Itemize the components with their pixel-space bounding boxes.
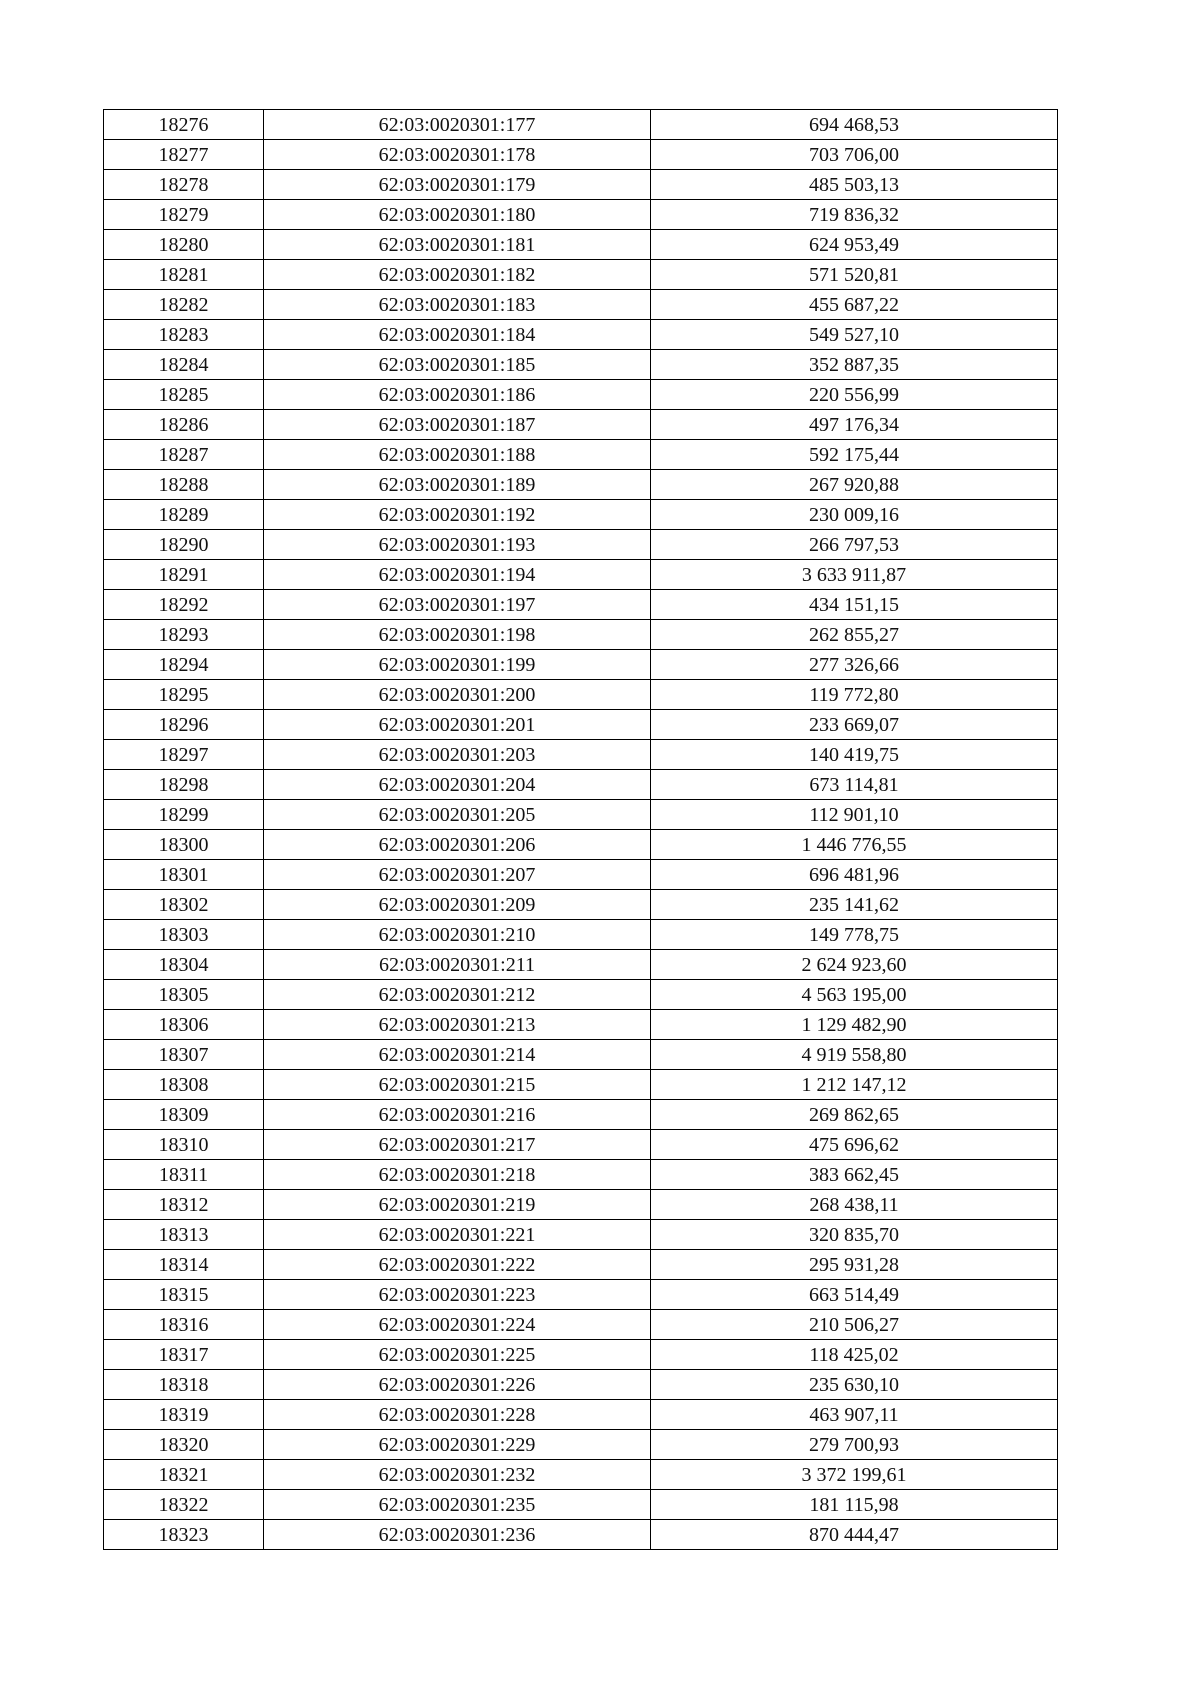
- row-number-cell: 18288: [104, 470, 264, 500]
- table-row: [104, 1340, 1058, 1370]
- row-number-cell: 18316: [104, 1310, 264, 1340]
- table-row: [104, 290, 1058, 320]
- cadastral-number-cell: 62:03:0020301:207: [264, 860, 651, 890]
- cadastral-value-cell: 549 527,10: [651, 320, 1058, 350]
- cadastral-number-cell: 62:03:0020301:210: [264, 920, 651, 950]
- cadastral-value-cell: 870 444,47: [651, 1520, 1058, 1550]
- cadastral-value-cell: 320 835,70: [651, 1220, 1058, 1250]
- cadastral-number-cell: 62:03:0020301:193: [264, 530, 651, 560]
- cadastral-number-cell: 62:03:0020301:180: [264, 200, 651, 230]
- cadastral-value-cell: 233 669,07: [651, 710, 1058, 740]
- table-row: [104, 110, 1058, 140]
- cadastral-value-cell: 485 503,13: [651, 170, 1058, 200]
- cadastral-number-cell: 62:03:0020301:219: [264, 1190, 651, 1220]
- table-row: [104, 1460, 1058, 1490]
- cadastral-value-cell: 1 129 482,90: [651, 1010, 1058, 1040]
- table-row: [104, 920, 1058, 950]
- table-row: [104, 170, 1058, 200]
- table-row: [104, 1220, 1058, 1250]
- row-number-cell: 18300: [104, 830, 264, 860]
- row-number-cell: 18290: [104, 530, 264, 560]
- cadastral-number-cell: 62:03:0020301:194: [264, 560, 651, 590]
- row-number-cell: 18303: [104, 920, 264, 950]
- cadastral-number-cell: 62:03:0020301:229: [264, 1430, 651, 1460]
- cadastral-number-cell: 62:03:0020301:184: [264, 320, 651, 350]
- table-row: [104, 620, 1058, 650]
- table-row: [104, 590, 1058, 620]
- table-row: [104, 320, 1058, 350]
- table-row: [104, 1040, 1058, 1070]
- cadastral-number-cell: 62:03:0020301:185: [264, 350, 651, 380]
- row-number-cell: 18323: [104, 1520, 264, 1550]
- table-row: [104, 1520, 1058, 1550]
- cadastral-value-cell: 279 700,93: [651, 1430, 1058, 1460]
- cadastral-number-cell: 62:03:0020301:212: [264, 980, 651, 1010]
- row-number-cell: 18285: [104, 380, 264, 410]
- table-row: [104, 950, 1058, 980]
- table-row: [104, 1370, 1058, 1400]
- cadastral-number-cell: 62:03:0020301:186: [264, 380, 651, 410]
- table-row: [104, 1280, 1058, 1310]
- table-row: [104, 1130, 1058, 1160]
- cadastral-value-cell: 703 706,00: [651, 140, 1058, 170]
- row-number-cell: 18311: [104, 1160, 264, 1190]
- row-number-cell: 18284: [104, 350, 264, 380]
- cadastral-value-table: [103, 109, 1058, 1550]
- cadastral-number-cell: 62:03:0020301:224: [264, 1310, 651, 1340]
- cadastral-number-cell: 62:03:0020301:204: [264, 770, 651, 800]
- cadastral-number-cell: 62:03:0020301:223: [264, 1280, 651, 1310]
- table-row: [104, 410, 1058, 440]
- cadastral-number-cell: 62:03:0020301:222: [264, 1250, 651, 1280]
- cadastral-value-cell: 119 772,80: [651, 680, 1058, 710]
- table-row: [104, 530, 1058, 560]
- cadastral-number-cell: 62:03:0020301:187: [264, 410, 651, 440]
- row-number-cell: 18314: [104, 1250, 264, 1280]
- cadastral-number-cell: 62:03:0020301:181: [264, 230, 651, 260]
- row-number-cell: 18304: [104, 950, 264, 980]
- row-number-cell: 18277: [104, 140, 264, 170]
- row-number-cell: 18309: [104, 1100, 264, 1130]
- cadastral-value-cell: 140 419,75: [651, 740, 1058, 770]
- cadastral-value-cell: 235 630,10: [651, 1370, 1058, 1400]
- cadastral-number-cell: 62:03:0020301:215: [264, 1070, 651, 1100]
- row-number-cell: 18310: [104, 1130, 264, 1160]
- cadastral-value-cell: 1 212 147,12: [651, 1070, 1058, 1100]
- row-number-cell: 18278: [104, 170, 264, 200]
- cadastral-value-cell: 4 919 558,80: [651, 1040, 1058, 1070]
- cadastral-value-cell: 497 176,34: [651, 410, 1058, 440]
- cadastral-value-cell: 694 468,53: [651, 110, 1058, 140]
- cadastral-value-cell: 475 696,62: [651, 1130, 1058, 1160]
- table-row: [104, 1400, 1058, 1430]
- cadastral-value-cell: 571 520,81: [651, 260, 1058, 290]
- cadastral-number-cell: 62:03:0020301:178: [264, 140, 651, 170]
- cadastral-value-cell: 210 506,27: [651, 1310, 1058, 1340]
- cadastral-number-cell: 62:03:0020301:203: [264, 740, 651, 770]
- row-number-cell: 18320: [104, 1430, 264, 1460]
- cadastral-value-cell: 181 115,98: [651, 1490, 1058, 1520]
- row-number-cell: 18291: [104, 560, 264, 590]
- cadastral-value-cell: 663 514,49: [651, 1280, 1058, 1310]
- cadastral-value-cell: 434 151,15: [651, 590, 1058, 620]
- cadastral-value-cell: 696 481,96: [651, 860, 1058, 890]
- table-body: [104, 110, 1058, 1550]
- cadastral-number-cell: 62:03:0020301:216: [264, 1100, 651, 1130]
- cadastral-value-cell: 2 624 923,60: [651, 950, 1058, 980]
- cadastral-value-cell: 267 920,88: [651, 470, 1058, 500]
- cadastral-number-cell: 62:03:0020301:183: [264, 290, 651, 320]
- cadastral-number-cell: 62:03:0020301:192: [264, 500, 651, 530]
- cadastral-value-cell: 262 855,27: [651, 620, 1058, 650]
- cadastral-value-cell: 118 425,02: [651, 1340, 1058, 1370]
- row-number-cell: 18297: [104, 740, 264, 770]
- cadastral-value-cell: 719 836,32: [651, 200, 1058, 230]
- cadastral-value-cell: 455 687,22: [651, 290, 1058, 320]
- row-number-cell: 18282: [104, 290, 264, 320]
- cadastral-number-cell: 62:03:0020301:177: [264, 110, 651, 140]
- cadastral-value-cell: 673 114,81: [651, 770, 1058, 800]
- table-row: [104, 1250, 1058, 1280]
- cadastral-value-cell: 235 141,62: [651, 890, 1058, 920]
- table-row: [104, 1490, 1058, 1520]
- row-number-cell: 18317: [104, 1340, 264, 1370]
- cadastral-value-cell: 230 009,16: [651, 500, 1058, 530]
- cadastral-number-cell: 62:03:0020301:217: [264, 1130, 651, 1160]
- cadastral-number-cell: 62:03:0020301:197: [264, 590, 651, 620]
- cadastral-number-cell: 62:03:0020301:225: [264, 1340, 651, 1370]
- table-row: [104, 1100, 1058, 1130]
- table-row: [104, 1310, 1058, 1340]
- cadastral-value-cell: 3 372 199,61: [651, 1460, 1058, 1490]
- table-row: [104, 470, 1058, 500]
- table-row: [104, 230, 1058, 260]
- cadastral-value-cell: 149 778,75: [651, 920, 1058, 950]
- cadastral-number-cell: 62:03:0020301:232: [264, 1460, 651, 1490]
- row-number-cell: 18281: [104, 260, 264, 290]
- cadastral-value-cell: 277 326,66: [651, 650, 1058, 680]
- row-number-cell: 18286: [104, 410, 264, 440]
- table-row: [104, 1070, 1058, 1100]
- row-number-cell: 18294: [104, 650, 264, 680]
- cadastral-number-cell: 62:03:0020301:188: [264, 440, 651, 470]
- table-row: [104, 1010, 1058, 1040]
- cadastral-number-cell: 62:03:0020301:211: [264, 950, 651, 980]
- row-number-cell: 18293: [104, 620, 264, 650]
- cadastral-value-cell: 592 175,44: [651, 440, 1058, 470]
- cadastral-number-cell: 62:03:0020301:209: [264, 890, 651, 920]
- cadastral-value-cell: 220 556,99: [651, 380, 1058, 410]
- table-row: [104, 1160, 1058, 1190]
- table-row: [104, 890, 1058, 920]
- cadastral-value-cell: 266 797,53: [651, 530, 1058, 560]
- row-number-cell: 18313: [104, 1220, 264, 1250]
- cadastral-number-cell: 62:03:0020301:199: [264, 650, 651, 680]
- row-number-cell: 18319: [104, 1400, 264, 1430]
- cadastral-number-cell: 62:03:0020301:236: [264, 1520, 651, 1550]
- row-number-cell: 18299: [104, 800, 264, 830]
- cadastral-value-cell: 112 901,10: [651, 800, 1058, 830]
- table-row: [104, 650, 1058, 680]
- cadastral-number-cell: 62:03:0020301:200: [264, 680, 651, 710]
- cadastral-number-cell: 62:03:0020301:201: [264, 710, 651, 740]
- table-row: [104, 560, 1058, 590]
- row-number-cell: 18306: [104, 1010, 264, 1040]
- table-row: [104, 140, 1058, 170]
- row-number-cell: 18295: [104, 680, 264, 710]
- table-row: [104, 380, 1058, 410]
- row-number-cell: 18283: [104, 320, 264, 350]
- row-number-cell: 18315: [104, 1280, 264, 1310]
- row-number-cell: 18292: [104, 590, 264, 620]
- table-row: [104, 770, 1058, 800]
- row-number-cell: 18280: [104, 230, 264, 260]
- cadastral-number-cell: 62:03:0020301:198: [264, 620, 651, 650]
- cadastral-value-cell: 269 862,65: [651, 1100, 1058, 1130]
- row-number-cell: 18312: [104, 1190, 264, 1220]
- row-number-cell: 18322: [104, 1490, 264, 1520]
- table-row: [104, 440, 1058, 470]
- table-row: [104, 1190, 1058, 1220]
- cadastral-value-cell: 268 438,11: [651, 1190, 1058, 1220]
- row-number-cell: 18318: [104, 1370, 264, 1400]
- row-number-cell: 18279: [104, 200, 264, 230]
- table-row: [104, 710, 1058, 740]
- table-row: [104, 350, 1058, 380]
- table-row: [104, 980, 1058, 1010]
- row-number-cell: 18301: [104, 860, 264, 890]
- row-number-cell: 18298: [104, 770, 264, 800]
- row-number-cell: 18321: [104, 1460, 264, 1490]
- table-row: [104, 860, 1058, 890]
- cadastral-number-cell: 62:03:0020301:221: [264, 1220, 651, 1250]
- row-number-cell: 18305: [104, 980, 264, 1010]
- cadastral-number-cell: 62:03:0020301:228: [264, 1400, 651, 1430]
- cadastral-number-cell: 62:03:0020301:214: [264, 1040, 651, 1070]
- cadastral-number-cell: 62:03:0020301:206: [264, 830, 651, 860]
- table-row: [104, 200, 1058, 230]
- cadastral-value-cell: 352 887,35: [651, 350, 1058, 380]
- table-row: [104, 830, 1058, 860]
- row-number-cell: 18307: [104, 1040, 264, 1070]
- row-number-cell: 18296: [104, 710, 264, 740]
- cadastral-value-cell: 3 633 911,87: [651, 560, 1058, 590]
- cadastral-number-cell: 62:03:0020301:182: [264, 260, 651, 290]
- table-row: [104, 740, 1058, 770]
- cadastral-value-cell: 1 446 776,55: [651, 830, 1058, 860]
- cadastral-value-cell: 383 662,45: [651, 1160, 1058, 1190]
- table-row: [104, 1430, 1058, 1460]
- cadastral-number-cell: 62:03:0020301:205: [264, 800, 651, 830]
- row-number-cell: 18302: [104, 890, 264, 920]
- table-row: [104, 680, 1058, 710]
- row-number-cell: 18289: [104, 500, 264, 530]
- row-number-cell: 18287: [104, 440, 264, 470]
- cadastral-value-cell: 295 931,28: [651, 1250, 1058, 1280]
- table-row: [104, 500, 1058, 530]
- cadastral-value-cell: 624 953,49: [651, 230, 1058, 260]
- cadastral-number-cell: 62:03:0020301:213: [264, 1010, 651, 1040]
- cadastral-number-cell: 62:03:0020301:235: [264, 1490, 651, 1520]
- row-number-cell: 18276: [104, 110, 264, 140]
- cadastral-value-cell: 4 563 195,00: [651, 980, 1058, 1010]
- cadastral-number-cell: 62:03:0020301:189: [264, 470, 651, 500]
- cadastral-number-cell: 62:03:0020301:218: [264, 1160, 651, 1190]
- row-number-cell: 18308: [104, 1070, 264, 1100]
- table-row: [104, 260, 1058, 290]
- cadastral-number-cell: 62:03:0020301:179: [264, 170, 651, 200]
- cadastral-number-cell: 62:03:0020301:226: [264, 1370, 651, 1400]
- cadastral-value-cell: 463 907,11: [651, 1400, 1058, 1430]
- table-row: [104, 800, 1058, 830]
